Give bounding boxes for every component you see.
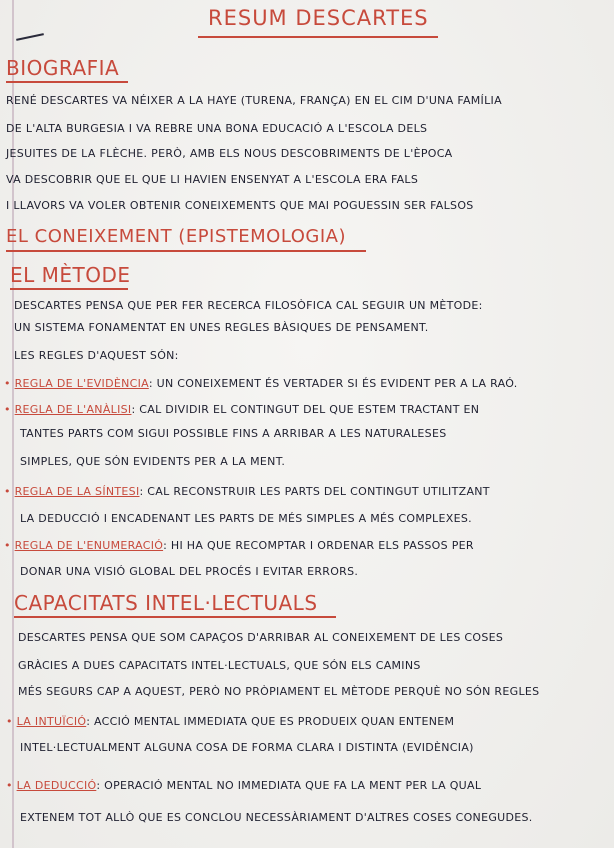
rule-name: REGLA DE L'ANÀLISI: [14, 403, 132, 416]
metode-underline: [10, 288, 128, 290]
rule-sintesi: • REGLA DE LA SÍNTESI: CAL RECONSTRUIR LES PARTS DEL CONTINGUT UTILITZANT: [4, 485, 490, 498]
rule-text-line: LA DEDUCCIÓ I ENCADENANT LES PARTS DE MÉS SIMPLES A MÉS COMPLEXES.: [20, 512, 472, 525]
capacitat-text-line: EXTENEM TOT ALLÒ QUE ES CONCLOU NECESSÀRIAMENT D'ALTRES COSES CONEGUDES.: [20, 811, 533, 824]
biografia-line: JESUITES DE LA FLÈCHE. PERÒ, AMB ELS NOUS DESCOBRIMENTS DE L'ÈPOCA: [6, 147, 453, 160]
rule-text: : UN CONEIXEMENT ÉS VERTADER SI ÉS EVIDENT PER A LA RAÓ.: [148, 377, 518, 390]
metode-intro-line: LES REGLES D'AQUEST SÓN:: [14, 349, 179, 362]
rule-enumeracio: • REGLA DE L'ENUMERACIÓ: HI HA QUE RECOMPTAR I ORDENAR ELS PASSOS PER: [4, 539, 474, 552]
biografia-line: VA DESCOBRIR QUE EL QUE LI HAVIEN ENSENYAT A L'ESCOLA ERA FALS: [6, 173, 419, 186]
page-title: RESUM DESCARTES: [208, 6, 429, 30]
capacitat-name: LA INTUÏCIÓ: [16, 715, 87, 728]
title-underline: [198, 36, 438, 38]
biografia-line: I LLAVORS VA VOLER OBTENIR CONEIXEMENTS QUE MAI POGUESSIN SER FALSOS: [6, 199, 474, 212]
capacitat-intuicio: • LA INTUÏCIÓ: ACCIÓ MENTAL IMMEDIATA QUE ES PRODUEIX QUAN ENTENEM: [6, 715, 455, 728]
capacitats-intro-line: GRÀCIES A DUES CAPACITATS INTEL·LECTUALS, QUE SÓN ELS CAMINS: [18, 659, 421, 672]
capacitat-text: : OPERACIÓ MENTAL NO IMMEDIATA QUE FA LA MENT PER LA QUAL: [96, 779, 482, 792]
rule-evidencia: • REGLA DE L'EVIDÈNCIA: UN CONEIXEMENT ÉS VERTADER SI ÉS EVIDENT PER A LA RAÓ.: [4, 377, 518, 390]
coneixement-heading: EL CONEIXEMENT (EPISTEMOLOGIA): [6, 226, 346, 247]
rule-text-line: TANTES PARTS COM SIGUI POSSIBLE FINS A ARRIBAR A LES NATURALESES: [20, 427, 447, 440]
rule-name: REGLA DE L'ENUMERACIÓ: [14, 539, 164, 552]
capacitat-text-line: INTEL·LECTUALMENT ALGUNA COSA DE FORMA CLARA I DISTINTA (EVIDÈNCIA): [20, 741, 474, 754]
corner-mark: [16, 33, 44, 41]
rule-text-line: SIMPLES, QUE SÓN EVIDENTS PER A LA MENT.: [20, 455, 286, 468]
rule-text: : HI HA QUE RECOMPTAR I ORDENAR ELS PASSOS PER: [163, 539, 474, 552]
biografia-line: RENÉ DESCARTES VA NÉIXER A LA HAYE (TURENA, FRANÇA) EN EL CIM D'UNA FAMÍLIA: [6, 94, 502, 107]
capacitat-name: LA DEDUCCIÓ: [16, 779, 97, 792]
metode-intro-line: UN SISTEMA FONAMENTAT EN UNES REGLES BÀSIQUES DE PENSAMENT.: [14, 321, 429, 334]
rule-text: : CAL RECONSTRUIR LES PARTS DEL CONTINGUT UTILITZANT: [139, 485, 490, 498]
capacitats-underline: [14, 616, 336, 618]
coneixement-underline: [6, 250, 366, 252]
capacitats-heading: CAPACITATS INTEL·LECTUALS: [14, 591, 318, 615]
metode-heading: EL MÈTODE: [10, 263, 131, 287]
rule-text: : CAL DIVIDIR EL CONTINGUT DEL QUE ESTEM TRACTANT EN: [131, 403, 480, 416]
rule-name: REGLA DE L'EVIDÈNCIA: [14, 377, 149, 390]
biografia-heading: BIOGRAFIA: [6, 56, 120, 80]
biografia-line: DE L'ALTA BURGESIA I VA REBRE UNA BONA EDUCACIÓ A L'ESCOLA DELS: [6, 122, 428, 135]
capacitats-intro-line: MÉS SEGURS CAP A AQUEST, PERÒ NO PRÒPIAMENT EL MÈTODE PERQUÈ NO SÓN REGLES: [18, 685, 540, 698]
rule-text-line: DONAR UNA VISIÓ GLOBAL DEL PROCÉS I EVITAR ERRORS.: [20, 565, 359, 578]
biografia-underline: [6, 81, 128, 83]
rule-analisi: • REGLA DE L'ANÀLISI: CAL DIVIDIR EL CONTINGUT DEL QUE ESTEM TRACTANT EN: [4, 403, 480, 416]
metode-intro-line: DESCARTES PENSA QUE PER FER RECERCA FILOSÒFICA CAL SEGUIR UN MÈTODE:: [14, 299, 483, 312]
capacitat-deduccio: • LA DEDUCCIÓ: OPERACIÓ MENTAL NO IMMEDIATA QUE FA LA MENT PER LA QUAL: [6, 779, 482, 792]
rule-name: REGLA DE LA SÍNTESI: [14, 485, 140, 498]
capacitats-intro-line: DESCARTES PENSA QUE SOM CAPAÇOS D'ARRIBAR AL CONEIXEMENT DE LES COSES: [18, 631, 504, 644]
capacitat-text: : ACCIÓ MENTAL IMMEDIATA QUE ES PRODUEIX QUAN ENTENEM: [86, 715, 455, 728]
